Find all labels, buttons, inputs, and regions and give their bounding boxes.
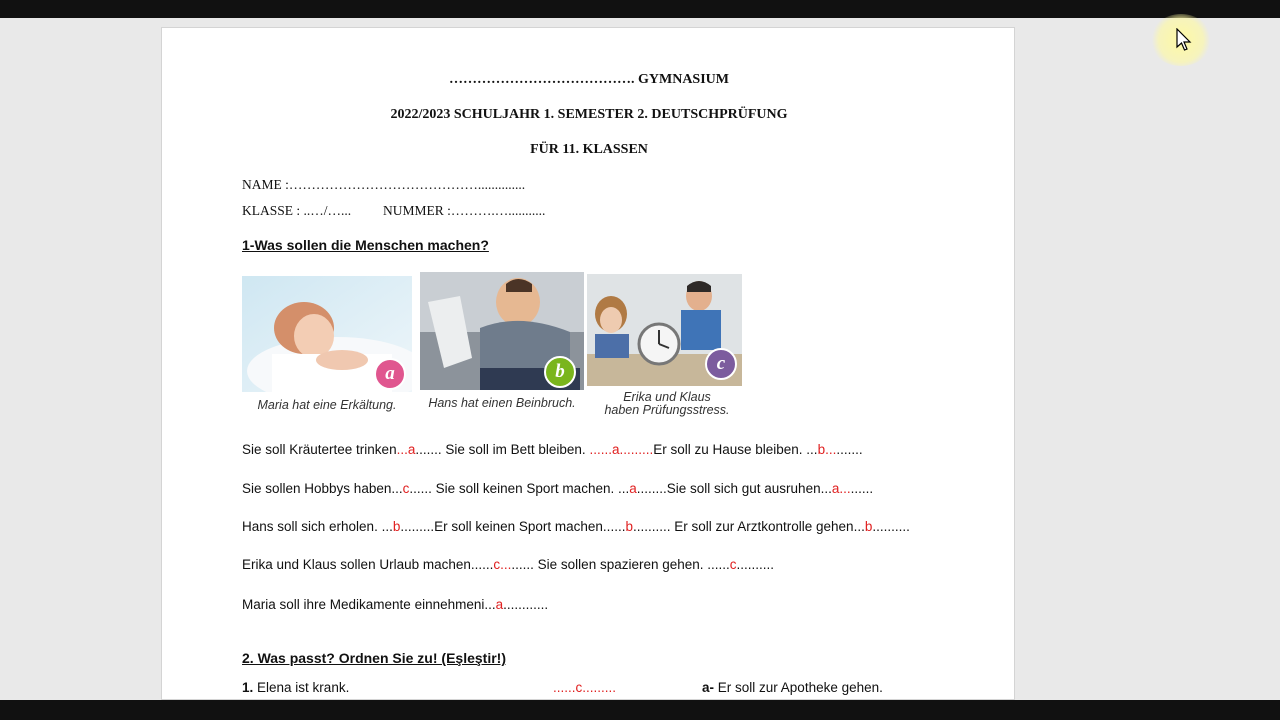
badge-b: b [544, 356, 576, 388]
picture-c-erika-klaus [587, 274, 742, 386]
answer-text: b... [817, 442, 837, 457]
answer-text: c... [493, 557, 512, 572]
sentence-text: ............ [503, 597, 549, 612]
answer-text: ... [396, 442, 408, 457]
answer-text: a [407, 442, 416, 457]
badge-a: a [374, 358, 406, 390]
caption-c-line1: Erika und Klaus [623, 390, 711, 404]
sentence-text: ....... [836, 442, 863, 457]
sentence-text: Maria soll ihre Medikamente einnehmeni... [242, 597, 496, 612]
badge-c: c [705, 348, 737, 380]
caption-c [587, 391, 747, 417]
exercise-row-3 [242, 519, 910, 534]
sentence-text: ...... Sie sollen spazieren gehen. ...... [511, 557, 730, 572]
sentence-text: Sie soll Kräutertee trinken [242, 442, 397, 457]
sentence-text: .......... [736, 557, 775, 572]
match-item-1 [242, 680, 349, 695]
bottom-black-bar [0, 700, 1280, 720]
top-black-bar [0, 0, 1280, 18]
answer-text: c [729, 557, 737, 572]
exam-title: 2022/2023 SCHULJAHR 1. SEMESTER 2. DEUTSCHPRÜFUNG [390, 107, 788, 122]
klasse-field: KLASSE : ..…/…... [242, 203, 352, 218]
answer-text: a [629, 481, 637, 496]
sentence-text: Erika und Klaus sollen Urlaub machen...... [242, 557, 494, 572]
caption-b: Hans hat einen Beinbruch. [428, 396, 576, 410]
sentence-text: .......... Er soll zur Arztkontrolle gehen... [632, 519, 865, 534]
sentence-text: Sie sollen Hobbys haben... [242, 481, 403, 496]
name-field: NAME :…………………………………….............. [242, 177, 526, 192]
answer-text: b [864, 519, 873, 534]
sentence-text: .......... [872, 519, 910, 534]
exercise-row-4 [242, 557, 774, 572]
exercise-row-5 [242, 597, 548, 612]
answer-text: ......a......... [589, 442, 654, 457]
answer-text: b [392, 519, 401, 534]
mouse-pointer-icon [1176, 28, 1192, 52]
exercise-row-2 [242, 481, 873, 496]
sentence-text: ...... Sie soll keinen Sport machen. ... [409, 481, 630, 496]
match-option-a-letter: a- [702, 680, 715, 695]
sentence-text: ...... [850, 481, 874, 496]
sentence-text: .........Er soll keinen Sport machen...... [400, 519, 626, 534]
caption-a: Maria hat eine Erkältung. [257, 398, 397, 412]
picture-a-maria [242, 276, 412, 392]
class-title: FÜR 11. KLASSEN [530, 142, 648, 157]
section2-title: 2. Was passt? Ordnen Sie zu! (Eşleştir!) [242, 650, 506, 666]
match-item-1-answer: ......c......... [553, 680, 617, 695]
caption-c-line2: haben Prüfungsstress. [604, 403, 730, 417]
answer-text: c [402, 481, 410, 496]
exercise-row-1 [242, 442, 863, 457]
section1-title: 1-Was sollen die Menschen machen? [242, 237, 489, 253]
answer-text: a [495, 597, 504, 612]
picture-b-hans [420, 272, 584, 390]
answer-text: a... [831, 481, 851, 496]
match-item-1-text: Elena ist krank. [257, 680, 350, 695]
match-item-1-number: 1. [242, 680, 254, 695]
document-page [161, 27, 1015, 700]
sentence-text: ........Sie soll sich gut ausruhen... [636, 481, 832, 496]
sentence-text: Hans soll sich erholen. ... [242, 519, 393, 534]
school-title: …………………………………. GYMNASIUM [449, 72, 729, 87]
match-option-a-text: Er soll zur Apotheke gehen. [717, 680, 883, 695]
sentence-text: Er soll zu Hause bleiben. ... [653, 442, 818, 457]
match-option-a [702, 680, 883, 695]
answer-text: b [625, 519, 633, 534]
nummer-field: NUMMER :……….…........... [383, 203, 546, 218]
sentence-text: ....... Sie soll im Bett bleiben. [415, 442, 590, 457]
